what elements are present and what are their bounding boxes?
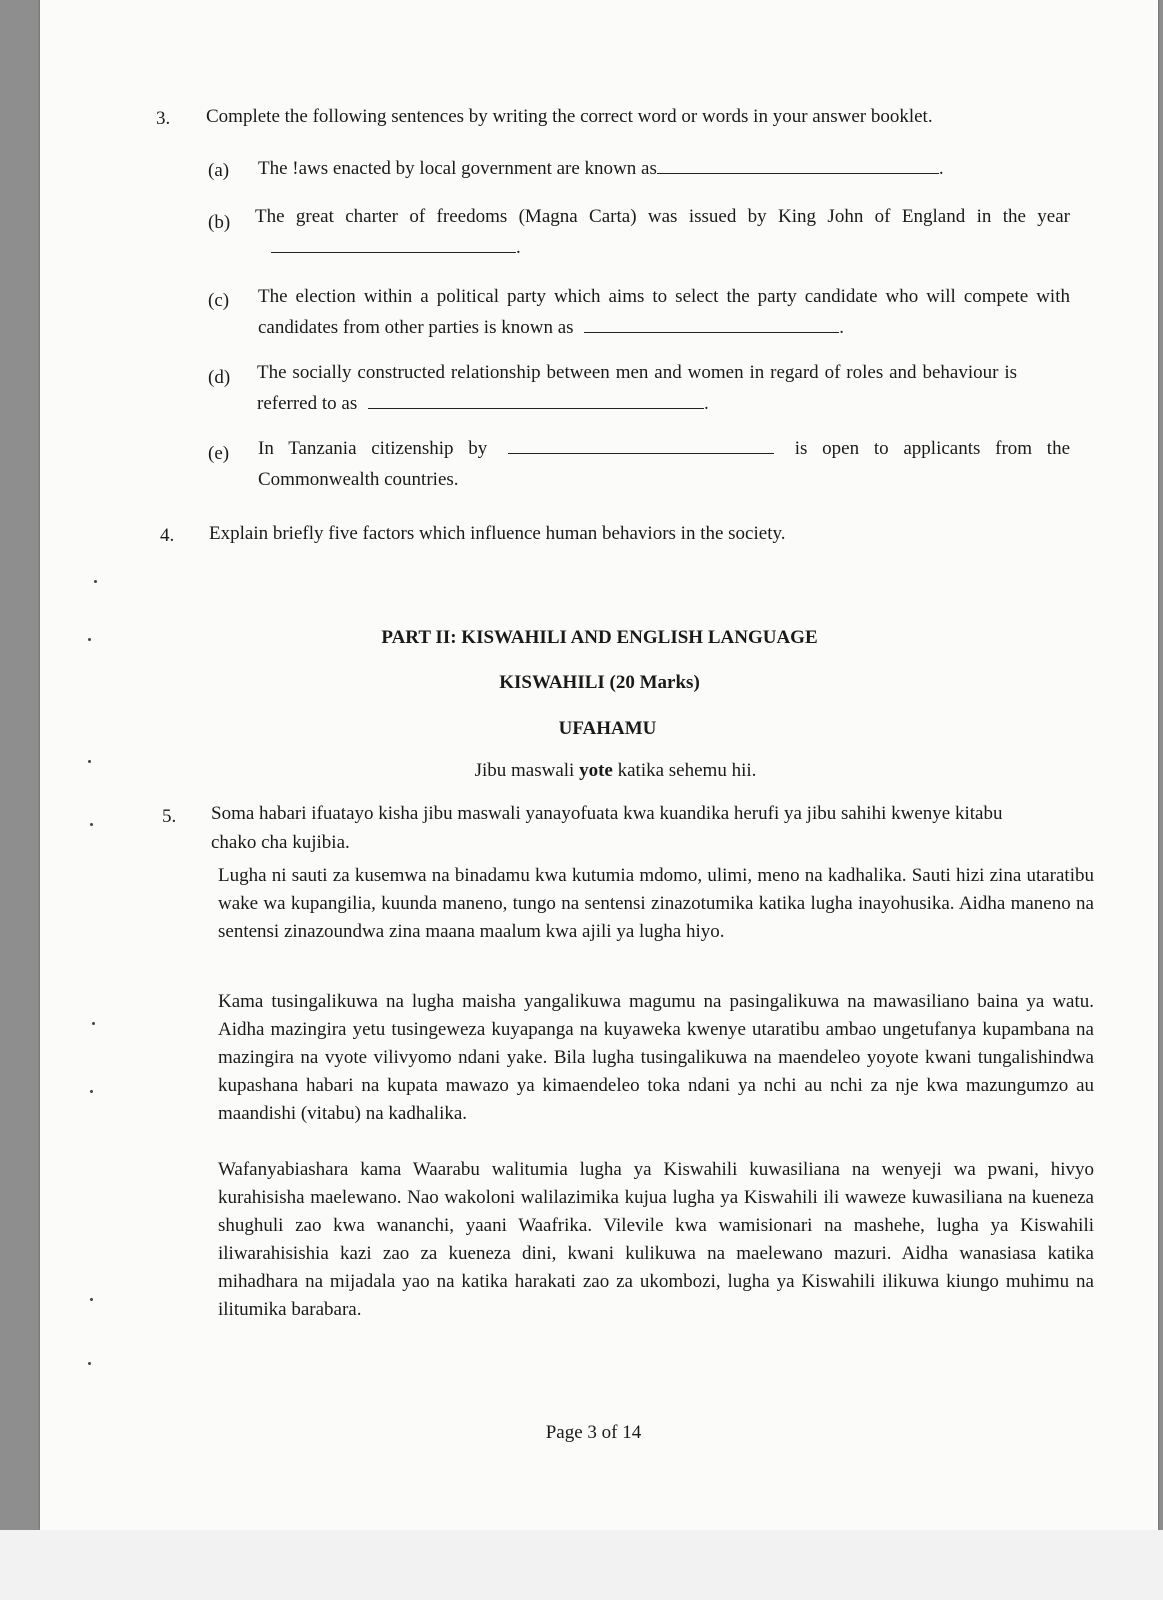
- passage-paragraph-1: Lugha ni sauti za kusemwa na binadamu kwa kutumia mdomo, ulimi, meno na kadhalika. Sauti hizi zina utaratibu wake wa kupangilia, kuunda maneno, tungo na sentensi zinazotumika katika lugha inayohusika. Aidha maneno na sentensi zinazoundwa zina maana maalum kwa ajili ya lugha hiyo.: [218, 865, 1094, 942]
- question-3-number: 3.: [156, 108, 171, 129]
- scan-background: [0, 1530, 1163, 1600]
- scan-speck: [90, 1298, 93, 1301]
- question-4-text: Explain briefly five factors which influence human behaviors in the society.: [209, 523, 786, 544]
- item-3b-before: The great charter of freedoms (Magna Carta) was issued by King John of England in the year: [255, 206, 1070, 227]
- item-3d-before: The socially constructed relationship between men and women in regard of roles and behaviour is referred to as: [257, 362, 1017, 414]
- item-3e-after: is open to applicants from the Commonwealth countries.: [258, 438, 1070, 490]
- item-3c-after: .: [839, 317, 845, 338]
- passage-paragraph-3: Wafanyabiashara kama Waarabu walitumia lugha ya Kiswahili kuwasiliana na wenyeji wa pwani, hivyo kurahisisha maelewano. Nao wakoloni walilazimika kujua lugha ya Kiswahili ili waweze kuwasiliana na kueneza shughuli zao kwa wananchi, yaani Waafrika. Vilevile kwa wamisionari na mashehe, lugha ya Kiswahili iliwarahisishia kazi zao za kueneza dini, kwani kulikuwa na maelewano mazuri. Aidha wanasiasa katika mihadhara na mijadala yao na katika harakati zao za ukombozi, lugha ya Kiswahili ilikuwa kiungo muhimu na ilitumika barabara.: [218, 1159, 1094, 1320]
- question-4-number: 4.: [160, 525, 175, 546]
- instruction-after: katika sehemu hii.: [612, 760, 757, 781]
- question-5-instruction: Soma habari ifuatayo kisha jibu maswali yanayofuata kwa kuandika herufi ya jibu sahihi kwenye kitabu chako cha kujibia.: [211, 803, 1003, 853]
- item-3d-text: [257, 357, 1017, 419]
- item-3b-label: (b): [208, 212, 231, 233]
- section-heading-ufahamu: UFAHAMU: [558, 718, 657, 739]
- item-3d-blank: [368, 390, 704, 409]
- item-3c-label: (c): [208, 290, 230, 311]
- item-3a-before: The !aws enacted by local government are known as: [258, 158, 657, 179]
- question-3-instruction: Complete the following sentences by writing the correct word or words in your answer booklet.: [206, 106, 933, 127]
- page-number: Page 3 of 14: [545, 1422, 642, 1443]
- scan-speck: [94, 580, 97, 583]
- item-3e-blank: [508, 435, 774, 454]
- item-3b-after: .: [516, 237, 521, 258]
- item-3b-blank: [271, 234, 516, 253]
- scan-speck: [88, 638, 91, 641]
- instruction-before: Jibu maswali: [474, 760, 580, 781]
- scan-speck: [90, 1090, 93, 1093]
- item-3c-blank: [584, 314, 839, 333]
- item-3a-text: [258, 153, 1078, 184]
- instruction-bold: yote: [579, 760, 613, 781]
- item-3e-before: In Tanzania citizenship by: [258, 438, 488, 459]
- scan-speck: [92, 1022, 95, 1025]
- item-3e-text: [258, 433, 1070, 495]
- scan-speck: [88, 1362, 91, 1365]
- item-3a-label: (a): [208, 160, 230, 181]
- item-3a-after: .: [938, 158, 944, 179]
- item-3c-before: The election within a political party which aims to select the party candidate who will compete with candidates from other parties is known as: [258, 286, 1070, 338]
- section-instruction: [0, 760, 1163, 782]
- scan-speck: [88, 760, 91, 763]
- item-3d-after: .: [703, 393, 709, 414]
- passage-paragraph-2: Kama tusingalikuwa na lugha maisha yangalikuwa magumu na pasingalikuwa na mawasiliano baina ya watu. Aidha mazingira yetu tusingeweza kuyapanga na kuyaweka kwenye utaratibu ambao ungetufanya kupambana na mazingira na vyote vilivyomo ndani yake. Bila lugha tusingalikuwa na maendeleo yoyote kwani tungalishindwa kupashana habari na kupata mawazo ya kimaendeleo toka ndani ya nchi au nchi za nje kwa mazungumzo au maandishi (vitabu) na kadhalika.: [218, 991, 1094, 1124]
- item-3c-text: [258, 281, 1070, 343]
- item-3b-text: [255, 201, 1070, 263]
- item-3d-label: (d): [208, 367, 231, 388]
- kiswahili-subtitle: KISWAHILI (20 Marks): [499, 672, 700, 693]
- item-3a-blank: [657, 155, 939, 174]
- scan-speck: [90, 823, 93, 826]
- part-2-title: PART II: KISWAHILI AND ENGLISH LANGUAGE: [381, 627, 818, 648]
- question-5-number: 5.: [162, 806, 177, 827]
- item-3e-label: (e): [208, 443, 230, 464]
